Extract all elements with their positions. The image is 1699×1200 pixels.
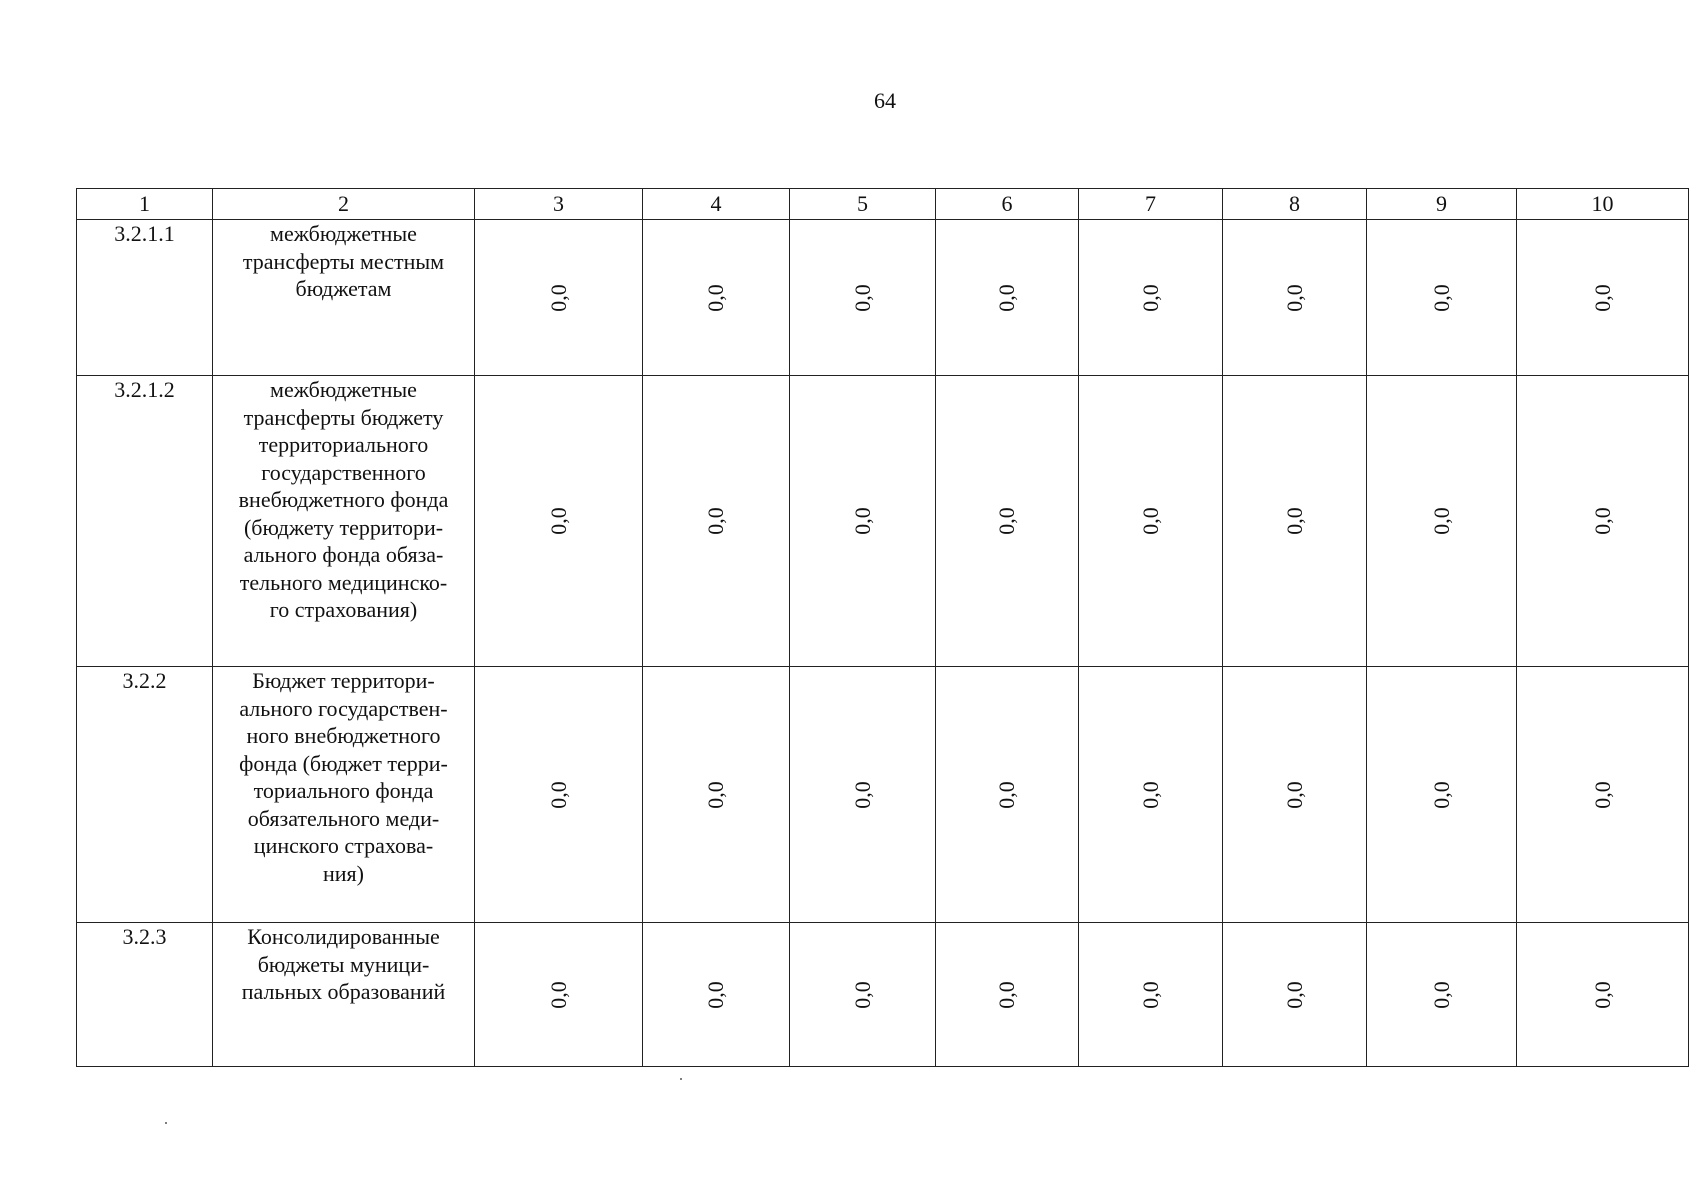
cell-value: 0,0 [849, 780, 875, 809]
cell-value: 0,0 [994, 283, 1019, 312]
row-name-line: ториального фонда [253, 778, 434, 803]
scan-speck [680, 1078, 682, 1080]
row-name-line: межбюджетные [270, 377, 417, 402]
value-cell [475, 667, 643, 923]
cell-value: 0,0 [1428, 283, 1454, 312]
row-name-line: ального государствен- [239, 695, 448, 721]
row-name-line: бюджеты муници- [257, 951, 430, 977]
cell-value: 0,0 [703, 283, 728, 312]
value-cell [475, 376, 643, 667]
value-cell [936, 923, 1079, 1067]
value-cell [1223, 923, 1367, 1067]
row-code: 3.2.2 [77, 667, 213, 923]
cell-value: 0,0 [849, 980, 875, 1009]
cell-value: 0,0 [1137, 780, 1163, 809]
header-row [77, 189, 1689, 220]
value-cell [1517, 667, 1689, 923]
cell-value: 0,0 [1428, 507, 1454, 535]
value-cell [1223, 220, 1367, 376]
column-header-10: 10 [1517, 189, 1689, 220]
row-name-line: ного внебюджетного [246, 723, 441, 748]
row-name-line: тельного медицинско- [239, 569, 448, 595]
page-number: 64 [874, 88, 896, 113]
cell-value: 0,0 [1428, 980, 1454, 1009]
table-row [77, 376, 1689, 667]
cell-value: 0,0 [1281, 507, 1307, 535]
cell-value: 0,0 [1137, 283, 1163, 312]
column-header-6: 6 [936, 189, 1079, 220]
value-cell [790, 376, 936, 667]
row-name-line: обязательного меди- [247, 805, 440, 831]
cell-value: 0,0 [1589, 980, 1615, 1009]
cell-value: 0,0 [545, 780, 571, 809]
value-cell [1079, 667, 1223, 923]
value-cell [936, 220, 1079, 376]
row-name-line: Консолидированные [247, 924, 440, 949]
cell-value: 0,0 [1589, 283, 1615, 312]
column-header-1: 1 [77, 189, 213, 220]
budget-table [76, 188, 1689, 1067]
value-cell [1517, 923, 1689, 1067]
row-name-line: ния) [323, 860, 364, 886]
cell-value: 0,0 [994, 980, 1019, 1009]
column-header-5: 5 [790, 189, 936, 220]
column-header-8: 8 [1223, 189, 1367, 220]
value-cell [1223, 376, 1367, 667]
value-cell [1079, 376, 1223, 667]
row-name-line: межбюджетные [270, 221, 417, 246]
column-header-2: 2 [213, 189, 475, 220]
row-code: 3.2.1.1 [77, 220, 213, 376]
cell-value: 0,0 [1281, 283, 1307, 312]
row-name-line: внебюджетного фонда [238, 487, 449, 512]
cell-value: 0,0 [1428, 780, 1454, 809]
row-name-line: цинского страхова- [253, 833, 434, 858]
cell-value: 0,0 [849, 507, 875, 535]
table-row [77, 220, 1689, 376]
value-cell [790, 220, 936, 376]
value-cell [643, 667, 790, 923]
row-name-line: го страхования) [269, 597, 418, 622]
column-header-3: 3 [475, 189, 643, 220]
row-name-line: фонда (бюджет терри- [239, 750, 448, 776]
cell-value: 0,0 [1137, 507, 1163, 535]
cell-value: 0,0 [545, 507, 571, 535]
cell-value: 0,0 [1281, 980, 1307, 1009]
cell-value: 0,0 [1589, 507, 1615, 535]
column-header-7: 7 [1079, 189, 1223, 220]
row-code: 3.2.1.2 [77, 376, 213, 667]
value-cell [790, 667, 936, 923]
table-row [77, 923, 1689, 1067]
cell-value: 0,0 [1137, 980, 1163, 1009]
row-name [213, 923, 475, 1067]
row-name-line: государственного [261, 459, 426, 485]
row-name-line: пальных образований [241, 979, 446, 1004]
value-cell [475, 923, 643, 1067]
cell-value: 0,0 [1281, 780, 1307, 809]
row-name-line: (бюджету территори- [243, 514, 444, 540]
value-cell [1367, 376, 1517, 667]
value-cell [643, 220, 790, 376]
value-cell [1517, 220, 1689, 376]
cell-value: 0,0 [703, 780, 728, 809]
row-name-line: ального фонда обяза- [243, 542, 444, 567]
column-header-4: 4 [643, 189, 790, 220]
cell-value: 0,0 [545, 283, 571, 312]
cell-value: 0,0 [1589, 780, 1615, 809]
column-header-9: 9 [1367, 189, 1517, 220]
value-cell [1079, 923, 1223, 1067]
row-code: 3.2.3 [77, 923, 213, 1067]
value-cell [643, 376, 790, 667]
value-cell [1367, 667, 1517, 923]
cell-value: 0,0 [545, 980, 571, 1009]
value-cell [790, 923, 936, 1067]
row-name [213, 376, 475, 667]
cell-value: 0,0 [703, 980, 728, 1009]
value-cell [1367, 923, 1517, 1067]
value-cell [1517, 376, 1689, 667]
value-cell [936, 376, 1079, 667]
row-name [213, 667, 475, 923]
row-name [213, 220, 475, 376]
value-cell [1079, 220, 1223, 376]
scan-speck [165, 1122, 167, 1124]
row-name-line: трансферты местным [242, 248, 445, 274]
cell-value: 0,0 [849, 283, 875, 312]
row-name-line: трансферты бюджету [243, 404, 444, 430]
cell-value: 0,0 [703, 507, 728, 535]
row-name-line: Бюджет территори- [252, 668, 435, 693]
row-name-line: территориального [258, 432, 429, 457]
value-cell [1223, 667, 1367, 923]
row-name-line: бюджетам [295, 276, 392, 301]
value-cell [643, 923, 790, 1067]
cell-value: 0,0 [994, 780, 1019, 809]
cell-value: 0,0 [994, 507, 1019, 535]
value-cell [475, 220, 643, 376]
value-cell [1367, 220, 1517, 376]
table-row [77, 667, 1689, 923]
value-cell [936, 667, 1079, 923]
